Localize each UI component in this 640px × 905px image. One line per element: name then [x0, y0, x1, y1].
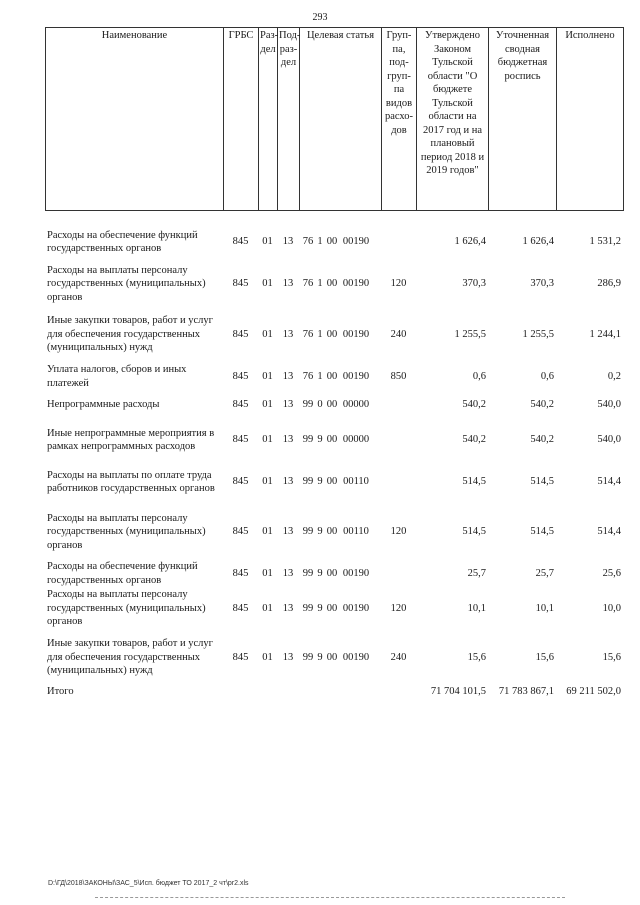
- row-group: 120: [390, 602, 407, 614]
- target-part-t3: 00: [326, 370, 338, 382]
- row-razdel: 01: [262, 476, 273, 488]
- row-approved: 540,2: [462, 399, 486, 411]
- target-part-t4: 00190: [342, 567, 370, 579]
- row-name: Расходы на выплаты по оплате труда работников государственных органов: [47, 469, 215, 494]
- target-part-t2: 9: [317, 434, 323, 446]
- row-razdel: 01: [262, 602, 273, 614]
- row-executed: 0,2: [607, 370, 621, 382]
- header-podrazdel: Под-раз-дел: [278, 28, 300, 211]
- target-part-t3: 00: [326, 328, 338, 340]
- table-row: [45, 363, 623, 390]
- total-empty-cell: [381, 685, 416, 701]
- target-part-t1: 99: [302, 651, 314, 663]
- row-grbs: 845: [232, 278, 249, 290]
- row-razdel: 01: [262, 370, 273, 382]
- row-executed: 514,4: [597, 476, 621, 488]
- row-target-article: [299, 587, 381, 630]
- row-group: 850: [390, 370, 407, 382]
- row-podrazdel: 13: [282, 602, 294, 614]
- row-name: Уплата налогов, сборов и иных платежей: [47, 364, 187, 389]
- header-name: Наименование: [46, 28, 224, 211]
- target-part-t2: 1: [317, 278, 323, 290]
- target-part-t3: 00: [326, 236, 338, 248]
- row-name: Иные закупки товаров, работ и услуг для обеспечения государственных (муниципальных) нужд: [47, 315, 213, 354]
- total-row: [45, 685, 623, 701]
- row-group: 240: [390, 651, 407, 663]
- target-part-t2: 9: [317, 476, 323, 488]
- row-target-article: [299, 363, 381, 390]
- row-grbs: 845: [232, 236, 249, 248]
- target-part-t3: 00: [326, 434, 338, 446]
- table-row: [45, 560, 623, 587]
- row-executed: 1 244,1: [589, 328, 621, 340]
- target-part-t1: 76: [302, 370, 314, 382]
- row-target-article: [299, 630, 381, 685]
- total-empty-cell: [258, 685, 277, 701]
- row-executed: 514,4: [597, 526, 621, 538]
- row-clarified: 514,5: [530, 526, 554, 538]
- target-part-t4: 00190: [342, 602, 370, 614]
- table-header: [45, 27, 624, 211]
- row-clarified: 25,7: [535, 567, 554, 579]
- row-group: [381, 560, 416, 587]
- row-executed: 540,0: [597, 434, 621, 446]
- total-clarified: 71 783 867,1: [498, 686, 554, 697]
- row-target-article: [299, 262, 381, 306]
- target-part-t3: 00: [326, 399, 338, 411]
- target-part-t1: 99: [302, 399, 314, 411]
- target-part-t3: 00: [326, 651, 338, 663]
- header-approved: Утверждено Законом Тульской области "О бюджете Тульской области на 2017 год и на плановый период 2018 и 2019 годов": [417, 28, 489, 211]
- target-part-t1: 76: [302, 278, 314, 290]
- table-row: [45, 460, 623, 504]
- row-target-article: [299, 460, 381, 504]
- target-part-t1: 99: [302, 602, 314, 614]
- target-part-t2: 9: [317, 567, 323, 579]
- target-part-t4: 00190: [342, 651, 370, 663]
- row-name: Непрограммные расходы: [47, 399, 160, 411]
- target-part-t4: 00110: [343, 476, 369, 488]
- row-executed: 286,9: [597, 278, 621, 290]
- row-razdel: 01: [262, 651, 273, 663]
- row-group: [381, 460, 416, 504]
- target-part-t2: 1: [317, 328, 323, 340]
- row-razdel: 01: [262, 434, 273, 446]
- row-approved: 0,6: [472, 370, 486, 382]
- target-part-t4: 00190: [342, 328, 370, 340]
- row-clarified: 540,2: [530, 399, 554, 411]
- row-grbs: 845: [232, 526, 249, 538]
- row-approved: 514,5: [462, 476, 486, 488]
- target-part-t2: 0: [317, 399, 323, 411]
- target-part-t1: 99: [302, 567, 314, 579]
- row-podrazdel: 13: [282, 651, 294, 663]
- row-podrazdel: 13: [282, 567, 294, 579]
- row-grbs: 845: [232, 399, 249, 411]
- row-podrazdel: 13: [282, 399, 294, 411]
- row-podrazdel: 13: [282, 434, 294, 446]
- row-approved: 25,7: [467, 567, 486, 579]
- row-target-article: [299, 222, 381, 262]
- row-approved: 540,2: [462, 434, 486, 446]
- row-executed: 540,0: [597, 399, 621, 411]
- row-podrazdel: 13: [282, 328, 294, 340]
- header-razdel: Раз-дел: [259, 28, 278, 211]
- row-grbs: 845: [232, 328, 249, 340]
- row-name: Иные закупки товаров, работ и услуг для обеспечения государственных (муниципальных) нужд: [47, 638, 213, 677]
- row-name: Расходы на обеспечение функций государственных органов: [47, 561, 198, 586]
- row-executed: 25,6: [602, 567, 621, 579]
- row-executed: 1 531,2: [589, 236, 621, 248]
- target-part-t1: 99: [302, 476, 314, 488]
- header-grbs: ГРБС: [224, 28, 259, 211]
- row-approved: 514,5: [462, 526, 486, 538]
- expenses-table: [45, 222, 623, 701]
- row-group: [381, 420, 416, 460]
- table-row: [45, 222, 623, 262]
- row-target-article: [299, 390, 381, 420]
- target-part-t4: 00190: [342, 370, 370, 382]
- target-part-t3: 00: [326, 602, 338, 614]
- row-razdel: 01: [262, 278, 273, 290]
- row-name: Расходы на выплаты персоналу государственных (муниципальных) органов: [47, 589, 206, 628]
- row-target-article: [299, 560, 381, 587]
- table-row: [45, 587, 623, 630]
- row-clarified: 370,3: [530, 278, 554, 290]
- file-path-footer: D:\ГД\2018\ЗАКОНЫ\ЗАС_5\Исп. бюджет ТО 2017_2 чт\pr2.xls: [48, 880, 249, 887]
- row-clarified: 0,6: [540, 370, 554, 382]
- total-empty-cell: [277, 685, 299, 701]
- row-name: Иные непрограммные мероприятия в рамках непрограммных расходов: [47, 427, 215, 452]
- total-empty-cell: [299, 685, 381, 701]
- row-podrazdel: 13: [282, 236, 294, 248]
- row-razdel: 01: [262, 567, 273, 579]
- row-executed: 15,6: [602, 651, 621, 663]
- row-clarified: 15,6: [535, 651, 554, 663]
- row-approved: 10,1: [467, 602, 486, 614]
- target-part-t3: 00: [326, 278, 338, 290]
- row-razdel: 01: [262, 236, 273, 248]
- target-part-t3: 00: [326, 567, 338, 579]
- row-name: Расходы на обеспечение функций государственных органов: [47, 229, 198, 254]
- target-part-t3: 00: [326, 526, 338, 538]
- row-group: 120: [390, 526, 407, 538]
- row-grbs: 845: [232, 434, 249, 446]
- row-approved: 1 255,5: [454, 328, 486, 340]
- row-podrazdel: 13: [282, 476, 294, 488]
- row-target-article: [299, 504, 381, 560]
- target-part-t1: 99: [302, 434, 314, 446]
- table-row: [45, 630, 623, 685]
- row-executed: 10,0: [602, 602, 621, 614]
- target-part-t3: 00: [326, 476, 338, 488]
- total-approved: 71 704 101,5: [430, 686, 486, 697]
- header-group: Груп-па, под-груп-па видов расхо-дов: [382, 28, 417, 211]
- row-podrazdel: 13: [282, 370, 294, 382]
- table-body: [45, 222, 623, 701]
- row-clarified: 1 626,4: [522, 236, 554, 248]
- header-target: Целевая статья: [300, 28, 382, 211]
- row-grbs: 845: [232, 567, 249, 579]
- row-podrazdel: 13: [282, 278, 294, 290]
- target-part-t2: 9: [317, 651, 323, 663]
- row-clarified: 514,5: [530, 476, 554, 488]
- target-part-t2: 1: [317, 370, 323, 382]
- target-part-t2: 1: [317, 236, 323, 248]
- row-target-article: [299, 420, 381, 460]
- target-part-t4: 00190: [342, 278, 370, 290]
- row-group: [381, 222, 416, 262]
- scan-artifact-line: [95, 897, 565, 898]
- row-razdel: 01: [262, 328, 273, 340]
- row-razdel: 01: [262, 399, 273, 411]
- row-clarified: 1 255,5: [522, 328, 554, 340]
- table-row: [45, 504, 623, 560]
- target-part-t1: 76: [302, 328, 314, 340]
- row-podrazdel: 13: [282, 526, 294, 538]
- row-group: 120: [390, 278, 407, 290]
- row-group: [381, 390, 416, 420]
- table-row: [45, 390, 623, 420]
- row-grbs: 845: [232, 651, 249, 663]
- table-row: [45, 420, 623, 460]
- target-part-t2: 9: [317, 526, 323, 538]
- header-clarified: Уточненная сводная бюджетная роспись: [489, 28, 557, 211]
- row-clarified: 10,1: [535, 602, 554, 614]
- row-name: Расходы на выплаты персоналу государственных (муниципальных) органов: [47, 512, 206, 551]
- header-executed: Исполнено: [557, 28, 624, 211]
- row-approved: 1 626,4: [454, 236, 486, 248]
- target-part-t4: 00110: [343, 526, 369, 538]
- target-part-t4: 00000: [342, 434, 370, 446]
- row-approved: 15,6: [467, 651, 486, 663]
- row-name: Расходы на выплаты персоналу государственных (муниципальных) органов: [47, 264, 206, 303]
- row-target-article: [299, 306, 381, 363]
- total-empty-cell: [223, 685, 258, 701]
- target-part-t4: 00000: [342, 399, 370, 411]
- row-group: 240: [390, 328, 407, 340]
- total-executed: 69 211 502,0: [566, 686, 621, 697]
- row-grbs: 845: [232, 476, 249, 488]
- row-grbs: 845: [232, 602, 249, 614]
- total-label: Итого: [47, 686, 74, 697]
- table-row: [45, 262, 623, 306]
- page-number: 293: [312, 12, 328, 23]
- row-grbs: 845: [232, 370, 249, 382]
- row-approved: 370,3: [462, 278, 486, 290]
- row-clarified: 540,2: [530, 434, 554, 446]
- table-row: [45, 306, 623, 363]
- row-razdel: 01: [262, 526, 273, 538]
- target-part-t2: 9: [317, 602, 323, 614]
- target-part-t4: 00190: [342, 236, 370, 248]
- target-part-t1: 99: [302, 526, 314, 538]
- target-part-t1: 76: [302, 236, 314, 248]
